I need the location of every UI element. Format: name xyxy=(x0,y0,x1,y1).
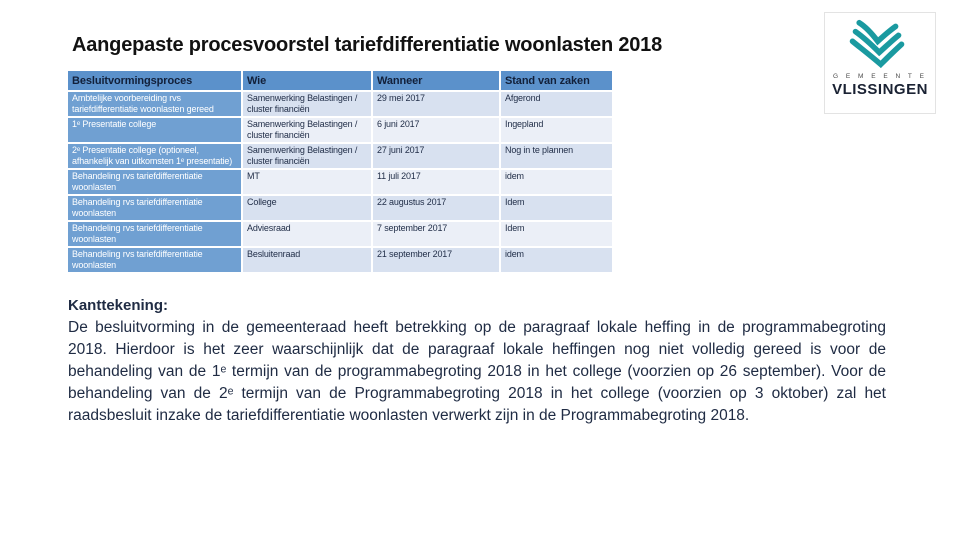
cell-wanneer: 6 juni 2017 xyxy=(373,118,499,142)
note-heading: Kanttekening: xyxy=(68,297,169,314)
cell-proces: 1ᵉ Presentatie college xyxy=(68,118,241,142)
cell-stand: Idem xyxy=(501,196,612,220)
note-section xyxy=(68,297,886,427)
table-row xyxy=(68,170,612,194)
table-row xyxy=(68,248,612,272)
vlissingen-logo xyxy=(824,12,936,114)
table-row xyxy=(68,118,612,142)
process-table xyxy=(66,69,614,274)
cell-wanneer: 27 juni 2017 xyxy=(373,144,499,168)
cell-wanneer: 11 juli 2017 xyxy=(373,170,499,194)
table-row xyxy=(68,222,612,246)
cell-wie: College xyxy=(243,196,371,220)
note-body: De besluitvorming in de gemeenteraad heeft betrekking op de paragraaf lokale heffing in de programmabegroting 2018. Hierdoor is het zeer waarschijnlijk dat de paragraaf lokale heffingen nog niet volledig gereed is voor de behandeling van de 1ᵉ termijn van de programmabegroting 2018 in het college (voorzien op 26 september). Voor de behandeling van de 2ᵉ termijn van de Programmabegroting 2018 in het college (voorzien op 3 oktober) zal het raadsbesluit inzake de tariefdifferentiatie woonlasten verwerkt zijn in de Programmabegroting 2018. xyxy=(68,319,886,424)
cell-wanneer: 7 september 2017 xyxy=(373,222,499,246)
cell-proces: Behandeling rvs tariefdifferentiatie woonlasten xyxy=(68,222,241,246)
cell-proces: Behandeling rvs tariefdifferentiatie woonlasten xyxy=(68,248,241,272)
cell-wie: MT xyxy=(243,170,371,194)
table-row xyxy=(68,92,612,116)
cell-wie: Samenwerking Belastingen / cluster financiën xyxy=(243,144,371,168)
cell-wie: Samenwerking Belastingen / cluster financiën xyxy=(243,92,371,116)
cell-stand: Ingepland xyxy=(501,118,612,142)
cell-wanneer: 29 mei 2017 xyxy=(373,92,499,116)
logo-org-name: VLISSINGEN xyxy=(832,81,928,98)
cell-proces: 2ᵉ Presentatie college (optioneel, afhankelijk van uitkomsten 1ᵉ presentatie) xyxy=(68,144,241,168)
column-header-besluitvormingsproces: Besluitvormingsproces xyxy=(68,71,241,90)
cell-wie: Besluitenraad xyxy=(243,248,371,272)
column-header-wie: Wie xyxy=(243,71,371,90)
cell-proces: Behandeling rvs tariefdifferentiatie woonlasten xyxy=(68,170,241,194)
column-header-stand-van-zaken: Stand van zaken xyxy=(501,71,612,90)
cell-proces: Ambtelijke voorbereiding rvs tariefdifferentiatie woonlasten gereed xyxy=(68,92,241,116)
cell-wie: Samenwerking Belastingen / cluster financiën xyxy=(243,118,371,142)
logo-gemeente-label: G E M E E N T E xyxy=(833,73,927,80)
column-header-wanneer: Wanneer xyxy=(373,71,499,90)
cell-wie: Adviesraad xyxy=(243,222,371,246)
table-header-row xyxy=(68,71,612,90)
slide-title: Aangepaste procesvoorstel tariefdifferentiatie woonlasten 2018 xyxy=(72,34,663,56)
cell-stand: Idem xyxy=(501,222,612,246)
cell-wanneer: 21 september 2017 xyxy=(373,248,499,272)
cell-proces: Behandeling rvs tariefdifferentiatie woonlasten xyxy=(68,196,241,220)
cell-stand: Nog in te plannen xyxy=(501,144,612,168)
table-row xyxy=(68,144,612,168)
cell-stand: idem xyxy=(501,248,612,272)
cell-wanneer: 22 augustus 2017 xyxy=(373,196,499,220)
wave-icon xyxy=(841,19,919,71)
cell-stand: Afgerond xyxy=(501,92,612,116)
cell-stand: idem xyxy=(501,170,612,194)
table-row xyxy=(68,196,612,220)
